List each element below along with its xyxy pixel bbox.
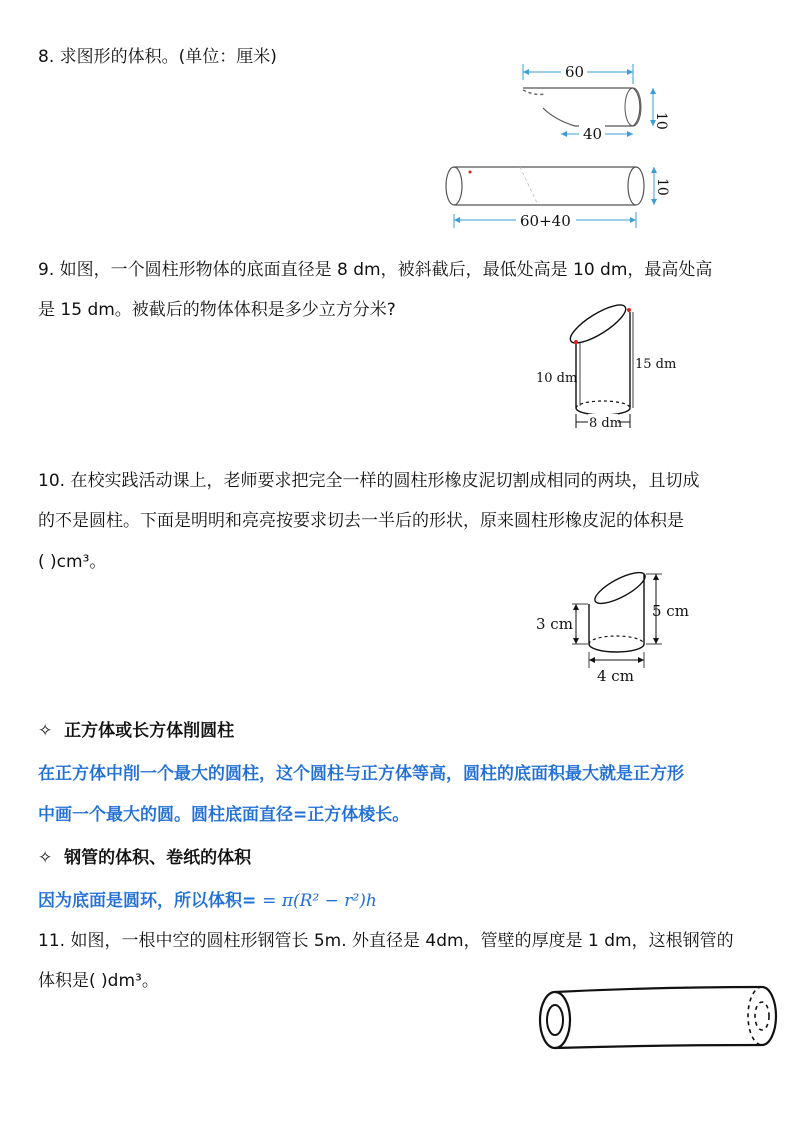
q8-bottom-diameter-label: 10 [654,178,670,196]
q8-top-diameter-label: 10 [653,112,669,130]
q10-diameter-label: 4 cm [597,667,634,685]
q9-figure [536,300,676,434]
q8-bottom-len-label: 40 [583,125,603,143]
q10-figure [534,568,694,688]
q10-low-height-label: 3 cm [536,615,573,633]
q9-low-height-label: 10 dm [536,371,578,386]
q9-line1: 9. 如图，一个圆柱形物体的底面直径是 8 dm，被斜截后，最低处高是 10 dm，最高处高 [38,260,713,280]
q11-line1: 11. 如图，一根中空的圆柱形钢管长 5m. 外直径是 4dm，管壁的厚度是 1 dm，这根钢管的 [38,931,734,951]
q8-text: 8. 求图形的体积。(单位：厘米) [38,47,277,67]
q8-figure-top [515,58,675,148]
q9-diameter-label: 8 dm [589,416,623,431]
q10-line3: ( )cm³。 [38,552,107,572]
sparkle-icon: ✧ [38,721,53,741]
tip1-heading: 正方体或长方体削圆柱 [64,721,235,741]
q9-line2: 是 15 dm。被截后的物体体积是多少立方分米? [38,300,396,320]
tip1-line2: 中画一个最大的圆。圆柱底面直径=正方体棱长。 [38,805,410,825]
sparkle-icon: ✧ [38,848,53,868]
q11-line2: 体积是( )dm³。 [38,971,159,991]
tip2-heading: 钢管的体积、卷纸的体积 [64,848,252,868]
q10-line1: 10. 在校实践活动课上，老师要求把完全一样的圆柱形橡皮泥切割成相同的两块，且切成 [38,471,700,491]
q11-pipe-figure [536,985,786,1055]
q10-line2: 的不是圆柱。下面是明明和亮亮按要求切去一半后的形状，原来圆柱形橡皮泥的体积是 [38,511,684,531]
q8-length-label: 60+40 [520,212,571,230]
q10-high-height-label: 5 cm [652,602,689,620]
tip2-formula-row [38,890,377,912]
tip2-formula: = π(R² − r²)h [262,891,377,911]
q9-high-height-label: 15 dm [635,357,677,372]
tip2-heading-row [38,847,251,869]
tip1-heading-row [38,720,234,742]
tip1-line1: 在正方体中削一个最大的圆柱，这个圆柱与正方体等高，圆柱的底面积最大就是正方形 [38,764,684,784]
tip2-formula-prefix: 因为底面是圆环，所以体积= [38,891,263,911]
q8-top-len-label: 60 [565,63,585,81]
q8-figure-bottom [440,166,680,236]
